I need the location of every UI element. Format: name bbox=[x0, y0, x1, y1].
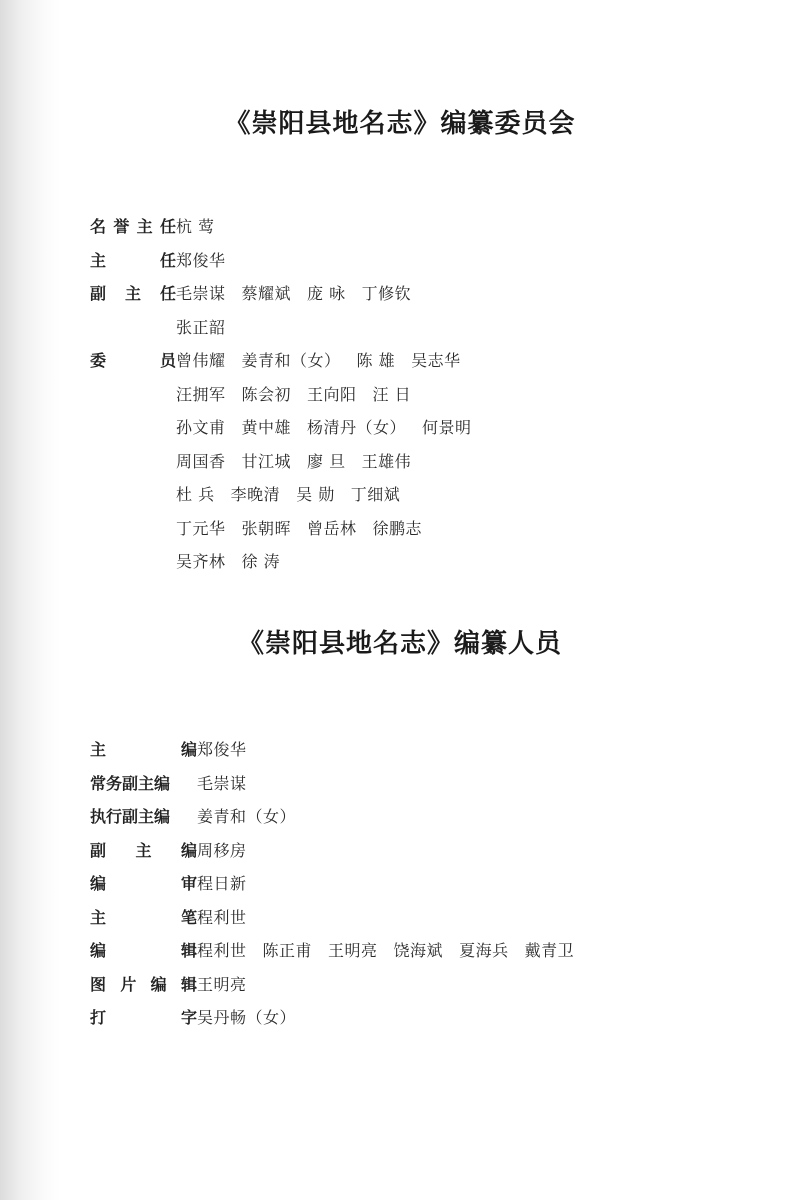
list-row bbox=[90, 968, 590, 1002]
role-label bbox=[90, 867, 197, 901]
member-name: 黄中雄 bbox=[241, 418, 292, 437]
member-name: 丁细斌 bbox=[350, 485, 401, 504]
member-name: 吴齐林 bbox=[176, 552, 226, 571]
member-name: 程利世 bbox=[197, 907, 247, 927]
member-name: 杨清丹（女） bbox=[307, 418, 407, 437]
list-row bbox=[90, 277, 488, 311]
member-name: 丁修钦 bbox=[361, 284, 412, 303]
member-name: 戴青卫 bbox=[524, 941, 575, 960]
role-label-char: 编 bbox=[180, 740, 197, 759]
member-names bbox=[176, 378, 427, 412]
role-label bbox=[90, 800, 197, 834]
member-name: 徐 涛 bbox=[241, 552, 281, 571]
member-names bbox=[176, 445, 427, 479]
member-names bbox=[197, 767, 263, 801]
member-name: 周移房 bbox=[197, 840, 247, 860]
list-row bbox=[90, 445, 488, 479]
member-names bbox=[176, 411, 488, 445]
member-name: 姜青和（女） bbox=[241, 351, 341, 370]
member-name: 何景明 bbox=[422, 418, 472, 437]
member-name: 姜青和（女） bbox=[197, 807, 297, 826]
role-label-char: 员 bbox=[159, 351, 176, 370]
role-label-char: 打 bbox=[90, 1008, 107, 1027]
role-label-char: 编 bbox=[150, 974, 167, 994]
member-name: 李晚清 bbox=[230, 485, 281, 504]
list-row bbox=[90, 901, 590, 935]
list-row bbox=[90, 1001, 590, 1035]
member-name: 郑俊华 bbox=[197, 740, 247, 759]
member-name: 曾岳林 bbox=[307, 518, 357, 538]
member-name: 郑俊华 bbox=[176, 250, 226, 270]
list-row bbox=[90, 767, 590, 801]
role-label-char: 辑 bbox=[180, 941, 197, 960]
role-label-char: 任 bbox=[159, 284, 176, 303]
member-names bbox=[197, 800, 312, 834]
member-name: 杜 兵 bbox=[176, 485, 215, 504]
role-label bbox=[90, 901, 197, 935]
member-name: 吴志华 bbox=[411, 351, 461, 370]
role-label-char: 副 bbox=[90, 284, 107, 303]
member-names bbox=[176, 478, 416, 512]
member-names bbox=[197, 867, 263, 901]
role-label-char: 任 bbox=[159, 217, 176, 236]
list-row bbox=[90, 411, 488, 445]
list-row bbox=[90, 545, 488, 579]
role-label bbox=[90, 934, 197, 968]
member-name: 陈会初 bbox=[241, 384, 292, 404]
member-name: 程日新 bbox=[197, 874, 247, 893]
member-name: 王明亮 bbox=[197, 974, 247, 994]
member-names bbox=[176, 545, 296, 579]
member-name: 张正韶 bbox=[176, 317, 226, 337]
list-row bbox=[90, 934, 590, 968]
member-names bbox=[176, 277, 427, 311]
member-names bbox=[197, 834, 263, 868]
role-label bbox=[90, 767, 197, 801]
role-label-char: 主 bbox=[136, 217, 153, 236]
member-name: 饶海斌 bbox=[393, 941, 444, 960]
member-name: 甘江城 bbox=[241, 451, 292, 471]
member-name: 丁元华 bbox=[176, 518, 226, 538]
member-name: 毛崇谋 bbox=[176, 284, 226, 303]
staff-title: 《崇阳县地名志》编纂人员 bbox=[237, 629, 562, 659]
role-label bbox=[90, 834, 197, 868]
role-label-char: 审 bbox=[180, 874, 197, 893]
member-name: 汪 日 bbox=[372, 384, 412, 404]
role-label-char: 执行副主编 bbox=[90, 807, 171, 826]
member-names bbox=[176, 344, 477, 378]
member-name: 吴丹畅（女） bbox=[197, 1008, 297, 1027]
list-row bbox=[90, 311, 488, 345]
member-names bbox=[197, 934, 590, 968]
list-row bbox=[90, 244, 488, 278]
member-name: 徐鹏志 bbox=[372, 518, 423, 538]
role-label-char: 主 bbox=[90, 907, 107, 927]
member-names bbox=[197, 968, 263, 1002]
member-names bbox=[176, 210, 231, 244]
role-label-char: 编 bbox=[180, 840, 197, 860]
member-names bbox=[176, 512, 438, 546]
role-label-char: 任 bbox=[159, 250, 176, 270]
committee-title: 《崇阳县地名志》编纂委员会 bbox=[224, 109, 576, 139]
role-label-char: 编 bbox=[90, 941, 107, 960]
member-names bbox=[176, 311, 242, 345]
role-label-char: 字 bbox=[180, 1008, 197, 1027]
member-name: 蔡耀斌 bbox=[241, 284, 292, 303]
role-label-char: 辑 bbox=[180, 974, 197, 994]
role-label bbox=[90, 244, 176, 278]
role-label-char: 常务副主编 bbox=[90, 773, 171, 793]
list-row bbox=[90, 344, 488, 378]
role-label bbox=[90, 1001, 197, 1035]
member-name: 庞 咏 bbox=[307, 284, 346, 303]
role-label bbox=[90, 277, 176, 311]
role-label-char: 副 bbox=[90, 840, 107, 860]
member-name: 周国香 bbox=[176, 451, 226, 471]
member-name: 汪拥军 bbox=[176, 384, 226, 404]
role-label-char: 主 bbox=[124, 284, 141, 303]
member-name: 杭 莺 bbox=[176, 217, 215, 236]
member-name: 陈 雄 bbox=[356, 351, 396, 370]
role-label-char: 名 bbox=[90, 217, 107, 236]
member-names bbox=[176, 244, 242, 278]
role-label-char: 委 bbox=[90, 351, 107, 370]
list-row bbox=[90, 210, 488, 244]
member-name: 张朝晖 bbox=[241, 518, 292, 538]
staff-list bbox=[90, 733, 590, 1035]
list-row bbox=[90, 378, 488, 412]
member-name: 廖 旦 bbox=[307, 451, 346, 471]
role-label-char: 主 bbox=[90, 740, 107, 759]
member-names bbox=[197, 1001, 312, 1035]
member-names bbox=[197, 733, 263, 767]
member-name: 程利世 bbox=[197, 941, 247, 960]
list-row bbox=[90, 867, 590, 901]
list-row bbox=[90, 834, 590, 868]
role-label-char: 笔 bbox=[180, 907, 197, 927]
role-label-char: 编 bbox=[90, 874, 107, 893]
role-label-char: 主 bbox=[135, 840, 152, 860]
member-name: 孙文甫 bbox=[176, 418, 226, 437]
role-label bbox=[90, 733, 197, 767]
member-names bbox=[197, 901, 263, 935]
committee-list bbox=[90, 210, 488, 579]
member-name: 毛崇谋 bbox=[197, 773, 247, 793]
list-row bbox=[90, 733, 590, 767]
member-name: 吴 勋 bbox=[296, 485, 335, 504]
member-name: 陈正甫 bbox=[262, 941, 313, 960]
list-row bbox=[90, 800, 590, 834]
role-label-char: 誉 bbox=[113, 217, 130, 236]
role-label bbox=[90, 344, 176, 378]
member-name: 夏海兵 bbox=[459, 941, 509, 960]
member-name: 王雄伟 bbox=[361, 451, 412, 471]
page-gutter-shadow bbox=[0, 0, 60, 1200]
role-label bbox=[90, 210, 176, 244]
list-row bbox=[90, 512, 488, 546]
list-row bbox=[90, 478, 488, 512]
member-name: 曾伟耀 bbox=[176, 351, 226, 370]
member-name: 王向阳 bbox=[307, 384, 357, 404]
role-label-char: 主 bbox=[90, 250, 107, 270]
role-label-char: 片 bbox=[120, 974, 137, 994]
role-label bbox=[90, 968, 197, 1002]
role-label-char: 图 bbox=[90, 974, 107, 994]
member-name: 王明亮 bbox=[328, 941, 378, 960]
